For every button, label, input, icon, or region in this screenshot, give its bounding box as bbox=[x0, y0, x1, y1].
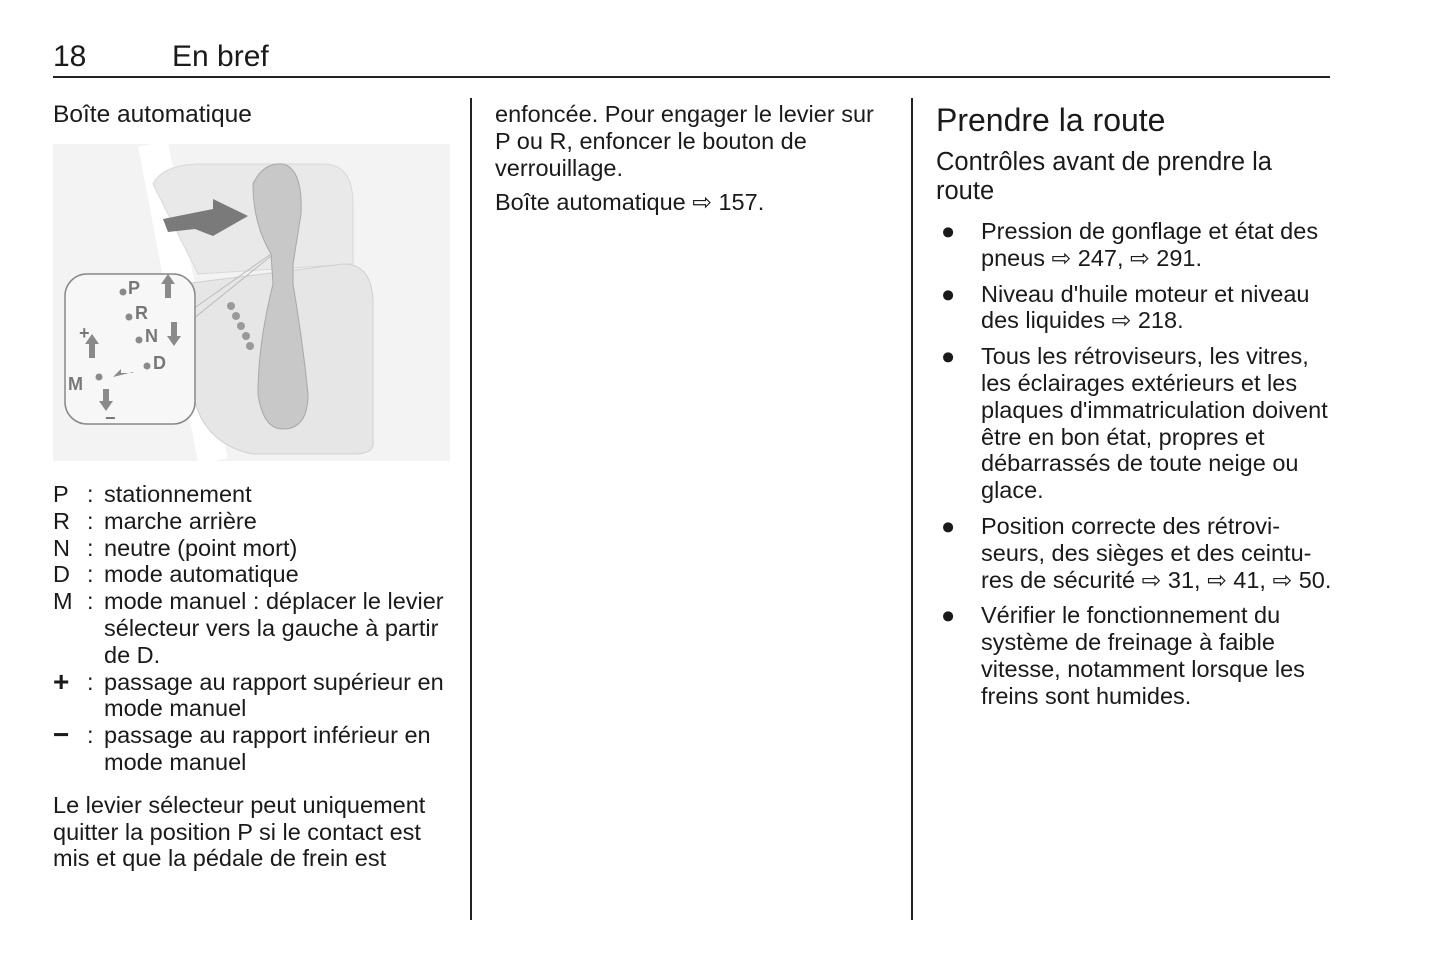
legend-text: mode automatique bbox=[104, 561, 299, 588]
column-divider bbox=[470, 98, 472, 920]
legend-sep: : bbox=[87, 481, 94, 507]
label-n: N bbox=[145, 326, 158, 346]
section-title: En bref bbox=[172, 40, 269, 73]
list-item-text: Tous les rétroviseurs, les vitres, les éclairages extérieurs et les plaques d'immatriculation doivent être en bon état, propres et débarrassés de toute neige ou glace. bbox=[981, 343, 1328, 504]
checklist bbox=[936, 218, 1336, 710]
legend-text: mode manuel : déplacer le levier sélecteur vers la gauche à partir de D. bbox=[104, 588, 444, 668]
list-item bbox=[936, 218, 1336, 272]
page-number: 18 bbox=[53, 40, 87, 73]
subheading: Contrôles avant de prendre la route bbox=[936, 148, 1272, 205]
legend-sep: : bbox=[87, 534, 94, 561]
list-item-text: Pression de gonflage et état des pneus ⇨ 247, ⇨ 291. bbox=[981, 218, 1319, 271]
label-plus: + bbox=[79, 323, 90, 343]
cross-reference: Boîte automatique ⇨ 157. bbox=[495, 189, 765, 216]
bullet-icon: ● bbox=[941, 602, 956, 629]
legend-text: marche arrière bbox=[104, 507, 257, 534]
list-item-text: Niveau d'huile moteur et niveau des liquides ⇨ 218. bbox=[981, 280, 1310, 334]
column-1 bbox=[53, 98, 453, 880]
label-r: R bbox=[135, 303, 148, 323]
column-divider bbox=[911, 98, 913, 920]
legend-sep: : bbox=[87, 507, 94, 534]
column-3 bbox=[936, 98, 1336, 719]
legend-text: passage au rapport supérieur en mode manuel bbox=[104, 668, 444, 722]
legend-key: P bbox=[53, 481, 69, 507]
bullet-icon: ● bbox=[941, 280, 956, 307]
legend-key: − bbox=[53, 719, 70, 751]
legend-text: stationnement bbox=[104, 481, 252, 507]
legend-sep: : bbox=[87, 668, 94, 695]
gear-legend bbox=[53, 481, 453, 776]
legend-key: + bbox=[53, 665, 70, 697]
legend-text: passage au rapport inférieur en mode manuel bbox=[104, 722, 431, 775]
bullet-icon: ● bbox=[941, 218, 956, 244]
legend-key: R bbox=[53, 507, 70, 534]
header-rule bbox=[53, 76, 1330, 78]
label-d: D bbox=[153, 353, 166, 373]
legend-key: D bbox=[53, 561, 70, 588]
list-item-text: Position correcte des rétrovi-seurs, des sièges et des ceintu-res de sécurité ⇨ 31, ⇨ 41, ⇨ 50. bbox=[981, 512, 1332, 593]
bullet-icon: ● bbox=[941, 343, 956, 370]
list-item bbox=[936, 513, 1336, 593]
section-heading: Boîte automatique bbox=[53, 101, 252, 128]
legend-key: N bbox=[53, 534, 70, 561]
legend-key: M bbox=[53, 588, 73, 615]
gear-selector-illustration bbox=[53, 144, 450, 461]
legend-sep: : bbox=[87, 588, 94, 615]
list-item bbox=[936, 343, 1336, 504]
legend-text: neutre (point mort) bbox=[104, 534, 298, 561]
column-2 bbox=[495, 101, 890, 224]
list-item-text: Vérifier le fonctionnement du système de freinage à faible vitesse, notamment lorsque les freins sont humides. bbox=[981, 602, 1305, 709]
label-m: M bbox=[68, 374, 83, 394]
body-paragraph: Le levier sélecteur peut uniquement quitter la position P si le contact est mis et que la pédale de frein est bbox=[53, 791, 426, 872]
legend-sep: : bbox=[87, 722, 94, 749]
list-item bbox=[936, 602, 1336, 709]
chapter-heading: Prendre la route bbox=[936, 102, 1166, 138]
label-minus: − bbox=[105, 408, 116, 428]
bullet-icon: ● bbox=[941, 512, 956, 539]
list-item bbox=[936, 281, 1336, 335]
body-paragraph: enfoncée. Pour engager le levier sur P ou R, enfoncer le bouton de verrouillage. bbox=[495, 101, 874, 181]
label-p: P bbox=[128, 278, 141, 298]
legend-sep: : bbox=[87, 561, 94, 588]
